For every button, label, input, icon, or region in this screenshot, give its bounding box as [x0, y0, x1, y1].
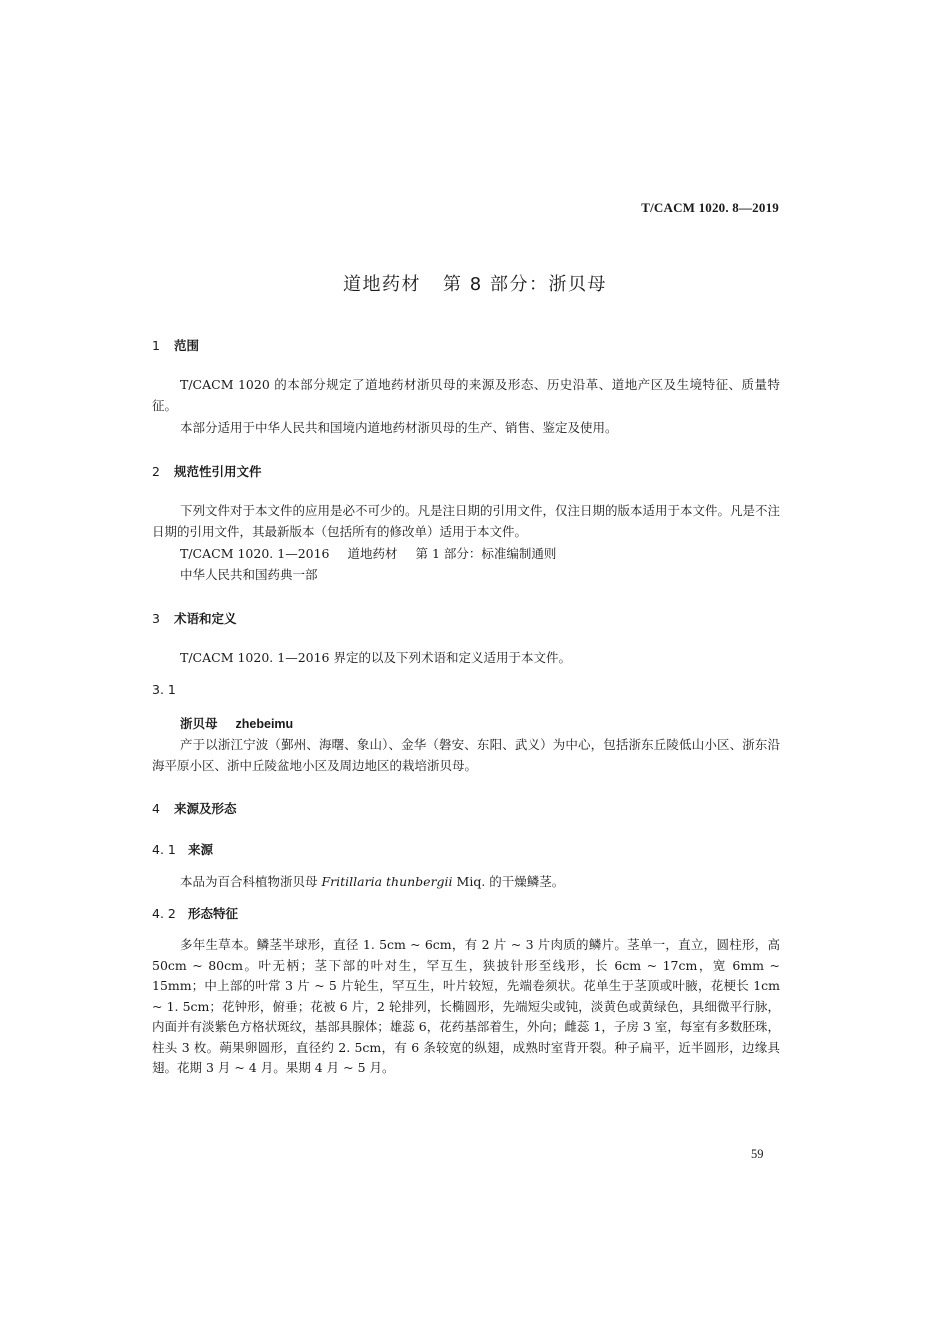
section-3-heading: 3 术语和定义: [152, 611, 237, 626]
section-2-paragraph-1: 下列文件对于本文件的应用是必不可少的。凡是注日期的引用文件，仅注日期的版本适用于本文件。凡是不注日期的引用文件，其最新版本（包括所有的修改单）适用于本文件。: [152, 503, 781, 539]
section-3-paragraph-1: T/CACM 1020. 1—2016 界定的以及下列术语和定义适用于本文件。: [180, 650, 571, 665]
normative-reference-2: 中华人民共和国药典一部: [180, 567, 318, 582]
term-chinese: 浙贝母: [180, 716, 218, 731]
section-4-heading: 4 来源及形态: [152, 801, 237, 816]
section-1-heading: 1 范围: [152, 338, 200, 353]
latin-species-name: Fritillaria thunbergii: [321, 874, 453, 889]
section-4-1-paragraph: 本品为百合科植物浙贝母 Fritillaria thunbergii Miq. 的干燥鳞茎。: [180, 874, 565, 889]
section-1-paragraph-2: 本部分适用于中华人民共和国境内道地药材浙贝母的生产、销售、鉴定及使用。: [180, 420, 618, 435]
normative-reference-1: T/CACM 1020. 1—2016 道地药材 第 1 部分：标准编制通则: [180, 546, 557, 561]
page-title: [0, 270, 950, 296]
standard-code: T/CACM 1020. 8—2019: [641, 200, 779, 215]
section-4-2-paragraph: 多年生草本。鳞茎半球形，直径 1. 5cm ~ 6cm，有 2 片 ~ 3 片肉质的鳞片。茎单一，直立，圆柱形，高 50cm ~ 80cm。叶无柄；茎下部的叶对生，罕互生，狭披针形至线形，长 6cm ~ 17cm，宽 6mm ~ 15mm；中上部的叶常 3 片 ~ 5 片轮生，罕互生，叶片较短，先端卷须状。花单生于茎顶或叶腋，花梗长 1cm ~ 1. 5cm；花钟形，俯垂；花被 6 片，2 轮排列，长椭圆形，先端短尖或钝，淡黄色或黄绿色，具细微平行脉，内面并有淡紫色方格状斑纹，基部具腺体；雄蕊 6，花药基部着生，外向；雌蕊 1，子房 3 室，每室有多数胚珠，柱头 3 枚。蒴果卵圆形，直径约 2. 5cm，有 6 条较宽的纵翅，成熟时室背开裂。种子扁平，近半圆形，边缘具翅。花期 3 月 ~ 4 月。果期 4 月 ~ 5 月。: [152, 937, 780, 1075]
subsection-4-1-heading: 4. 1 来源: [152, 842, 214, 857]
subsection-4-2-heading: 4. 2 形态特征: [152, 906, 239, 921]
section-2-heading: 2 规范性引用文件: [152, 464, 262, 479]
term-entry: [180, 714, 293, 732]
term-english: zhebeimu: [235, 717, 294, 731]
title-part-b: 第 8 部分：浙贝母: [443, 274, 607, 295]
page-number: 59: [751, 1147, 764, 1161]
section-1-paragraph-1: T/CACM 1020 的本部分规定了道地药材浙贝母的来源及形态、历史沿革、道地产区及生境特征、质量特征。: [152, 377, 780, 413]
subsection-3-1-number: 3. 1: [152, 682, 176, 697]
title-part-a: 道地药材: [343, 274, 422, 295]
term-definition: 产于以浙江宁波（鄞州、海曙、象山）、金华（磐安、东阳、武义）为中心，包括浙东丘陵低山小区、浙东沿海平原小区、浙中丘陵盆地小区及周边地区的栽培浙贝母。: [152, 737, 780, 773]
